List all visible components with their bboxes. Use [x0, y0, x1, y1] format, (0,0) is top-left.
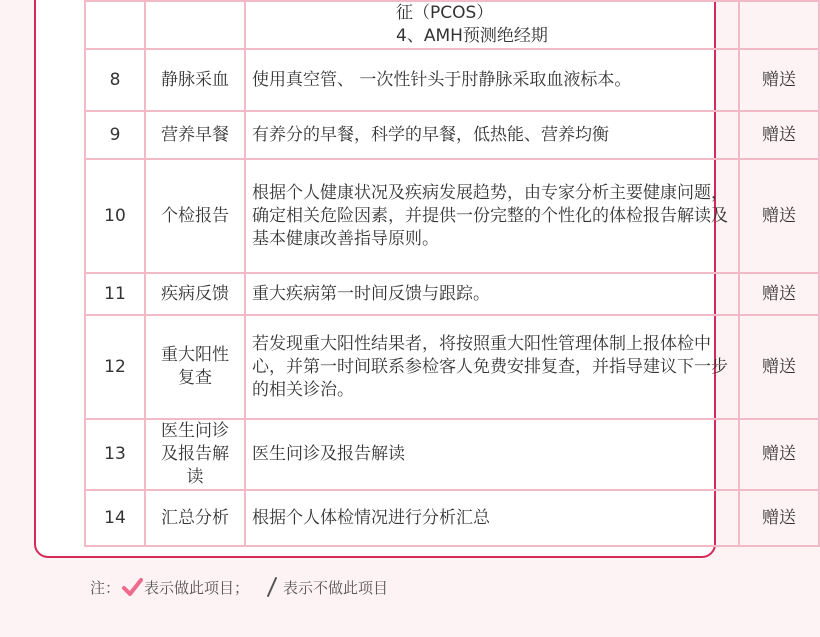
row-price-cell: [739, 1, 819, 49]
row-name-cell: 医生问诊及报告解读: [145, 419, 245, 490]
row-no-cell: [85, 1, 145, 49]
check-legend-text: 表示做此项目；: [144, 578, 250, 597]
row-desc-cell: 重大疾病第一时间反馈与跟踪。: [245, 273, 739, 315]
slash-icon: [265, 576, 279, 598]
row-no-cell: 12: [85, 315, 145, 419]
row-name-cell: 营养早餐: [145, 111, 245, 159]
table-row: [85, 111, 819, 159]
row-name-cell: 疾病反馈: [145, 273, 245, 315]
exam-items-table: [84, 0, 820, 547]
partial-desc-line2: 4、AMH预测绝经期: [396, 26, 548, 46]
legend-note: [90, 576, 388, 598]
row-desc-cell: 根据个人健康状况及疾病发展趋势，由专家分析主要健康问题，确定相关危险因素，并提供一份完整的个性化的体检报告解读及基本健康改善指导原则。: [245, 159, 739, 273]
row-name-cell: 重大阳性复查: [145, 315, 245, 419]
slash-legend-text: 表示不做此项目: [283, 578, 389, 597]
row-name-cell: 汇总分析: [145, 490, 245, 546]
row-name-cell: 个检报告: [145, 159, 245, 273]
row-price-cell: 赠送: [739, 159, 819, 273]
row-no-cell: 8: [85, 49, 145, 111]
row-no-cell: 10: [85, 159, 145, 273]
table-row: [85, 159, 819, 273]
row-no-cell: 13: [85, 419, 145, 490]
row-no-cell: 9: [85, 111, 145, 159]
row-desc-cell: 有养分的早餐，科学的早餐，低热能、营养均衡: [245, 111, 739, 159]
row-no-cell: 14: [85, 490, 145, 546]
check-icon: [122, 577, 142, 597]
table-row-partial: [85, 1, 819, 49]
partial-desc-line1: 征（PCOS）: [396, 3, 494, 23]
row-price-cell: 赠送: [739, 273, 819, 315]
table-row: [85, 419, 819, 490]
row-desc-cell: 根据个人体检情况进行分析汇总: [245, 490, 739, 546]
row-name-cell: [145, 1, 245, 49]
table-row: [85, 315, 819, 419]
row-desc-cell: 若发现重大阳性结果者，将按照重大阳性管理体制上报体检中心，并第一时间联系参检客人免费安排复查，并指导建议下一步的相关诊治。: [245, 315, 739, 419]
row-desc-cell: [245, 1, 739, 49]
note-prefix: 注：: [90, 578, 121, 597]
row-price-cell: 赠送: [739, 419, 819, 490]
table-row: [85, 49, 819, 111]
row-name-cell: 静脉采血: [145, 49, 245, 111]
row-desc-cell: 医生问诊及报告解读: [245, 419, 739, 490]
row-price-cell: 赠送: [739, 490, 819, 546]
row-price-cell: 赠送: [739, 49, 819, 111]
row-price-cell: 赠送: [739, 111, 819, 159]
row-no-cell: 11: [85, 273, 145, 315]
table-row: [85, 490, 819, 546]
row-desc-cell: 使用真空管、 一次性针头于肘静脉采取血液标本。: [245, 49, 739, 111]
row-price-cell: 赠送: [739, 315, 819, 419]
table-row: [85, 273, 819, 315]
